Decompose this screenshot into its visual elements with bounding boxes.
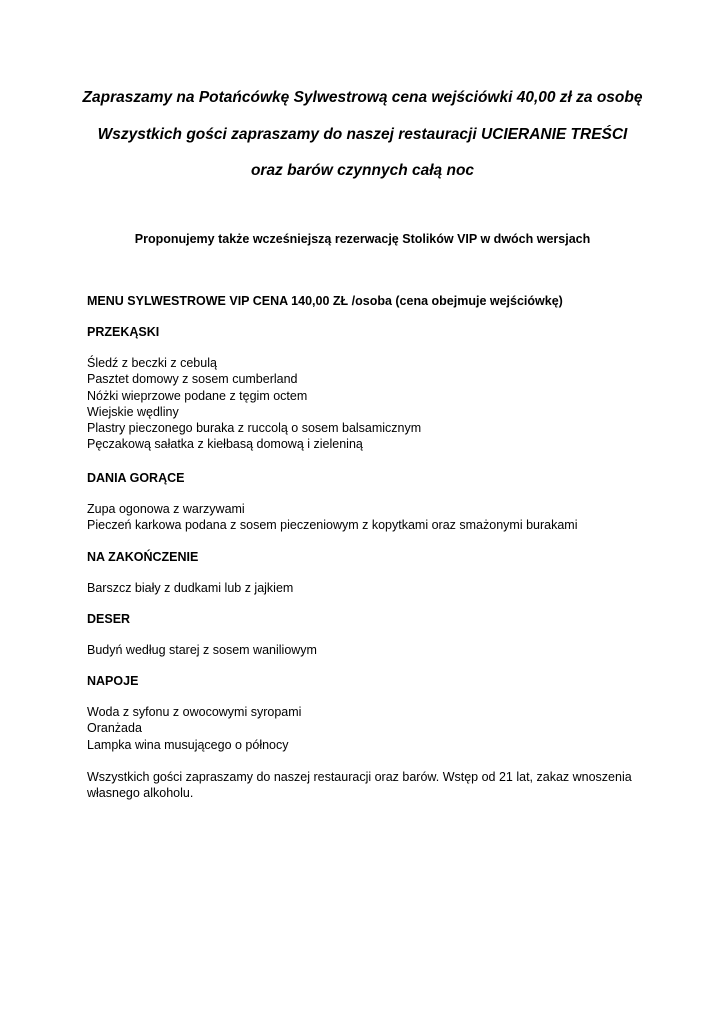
menu-title: MENU SYLWESTROWE VIP CENA 140,00 ZŁ /osoba (cena obejmuje wejściówkę) [87,294,563,308]
menu-item: Pęczakową sałatka z kiełbasą domową i zieleniną [87,437,363,452]
menu-item: Pasztet domowy z sosem cumberland [87,372,298,387]
section-items-na-zakonczenie [87,580,657,596]
section-title-przekaski: PRZEKĄSKI [87,325,160,339]
section-items-dania-gorace [87,501,657,534]
vip-reservation-note: Proponujemy także wcześniejszą rezerwację Stolików VIP w dwóch wersjach [134,232,591,246]
header-line-2: Wszystkich gości zapraszamy do naszej restauracji UCIERANIE TREŚCI [97,126,628,143]
section-title-na-zakonczenie: NA ZAKOŃCZENIE [87,550,199,564]
menu-item: Wiejskie wędliny [87,404,179,419]
section-title-deser: DESER [87,612,131,626]
header-line-1: Zapraszamy na Potańcówkę Sylwestrową cena wejściówki 40,00 zł za osobę [82,89,643,106]
menu-item: Nóżki wieprzowe podane z tęgim octem [87,388,308,403]
menu-item: Lampka wina musującego o północy [87,737,289,752]
menu-item: Zupa ogonowa z warzywami [87,502,245,516]
section-items-deser [87,642,657,658]
section-items-napoje [87,704,657,753]
menu-item: Barszcz biały z dudkami lub z jajkiem [87,581,294,595]
menu-item: Woda z syfonu z owocowymi syropami [87,705,302,719]
section-title-dania-gorace: DANIA GORĄCE [87,471,185,485]
closing-note: Wszystkich gości zapraszamy do naszej restauracji oraz barów. Wstęp od 21 lat, zakaz wnoszenia własnego alkoholu. [87,770,632,801]
menu-item: Budyń według starej z sosem waniliowym [87,643,317,657]
section-title-napoje: NAPOJE [87,674,139,688]
section-items-przekaski [87,355,657,453]
menu-item: Pieczeń karkowa podana z sosem pieczeniowym z kopytkami oraz smażonymi burakami [87,518,578,533]
menu-item: Oranżada [87,721,142,736]
menu-item: Plastry pieczonego buraka z ruccolą o sosem balsamicznym [87,421,422,436]
menu-item: Śledź z beczki z cebulą [87,356,217,370]
header-line-3: oraz barów czynnych całą noc [250,162,475,179]
